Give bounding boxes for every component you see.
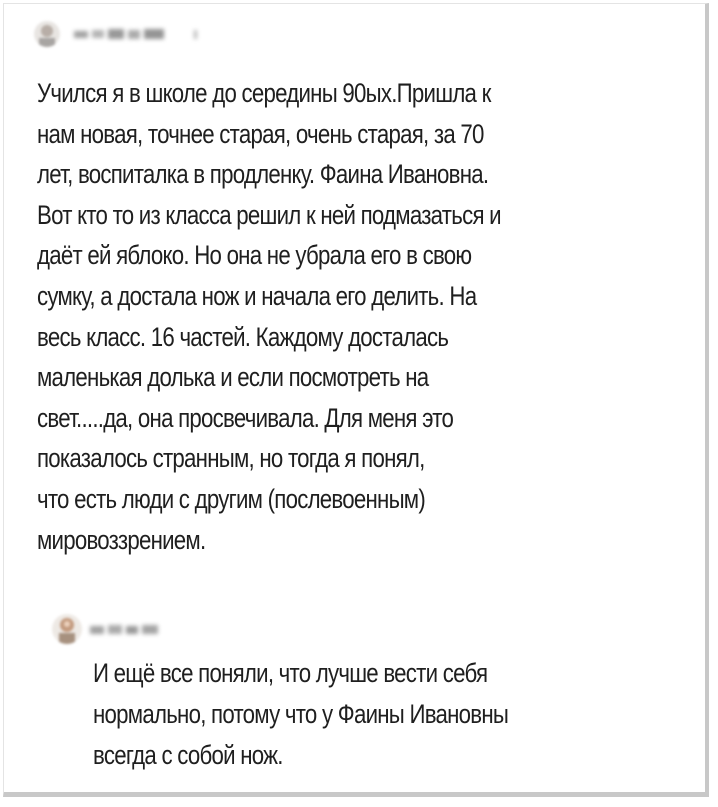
blurred-name-icon — [74, 27, 204, 41]
post-line: свет.....да, она просвечивала. Для меня это — [37, 402, 454, 433]
blurred-avatar-icon — [52, 614, 82, 644]
post-author-name-blurred[interactable] — [74, 27, 204, 41]
post-line: Учился я в школе до середины 90ых.Пришла к — [37, 78, 491, 108]
post-line: маленькая долька и если посмотреть на — [37, 362, 429, 393]
post-line: показалось странным, но тогда я понял, — [37, 443, 425, 474]
reply-line: нормально, потому что у Фаины Ивановны — [93, 699, 509, 729]
post-line: сумку, а достала нож и начала его делить. На — [37, 280, 477, 311]
reply-line: И ещё все поняли, что лучше вести себя — [93, 658, 488, 688]
post-line: Вот кто то из класса решил к ней подмазаться и — [37, 199, 501, 230]
post-header — [34, 19, 204, 49]
post-line: мировоззрением. — [37, 524, 206, 555]
post-line: что есть люди с другим (послевоенным) — [37, 483, 426, 514]
reply-body — [93, 653, 614, 776]
post-line: нам новая, точнее старая, очень старая, за 70 — [37, 118, 484, 149]
blurred-name-icon — [90, 623, 164, 636]
reply-author-name-blurred[interactable] — [90, 623, 164, 636]
post-body — [37, 73, 591, 560]
reply-author-avatar[interactable] — [52, 614, 82, 644]
reply-line: всегда с собой нож. — [93, 740, 283, 770]
blurred-avatar-icon — [34, 21, 60, 47]
post-line: весь класс. 16 частей. Каждому досталась — [37, 321, 449, 352]
post-line: лет, воспиталка в продленку. Фаина Ивановна. — [37, 159, 489, 190]
post-line: даёт ей яблоко. Но она не убрала его в свою — [37, 240, 472, 271]
screenshot-frame — [3, 3, 709, 797]
reply-header — [52, 612, 164, 646]
post-author-avatar[interactable] — [34, 21, 60, 47]
